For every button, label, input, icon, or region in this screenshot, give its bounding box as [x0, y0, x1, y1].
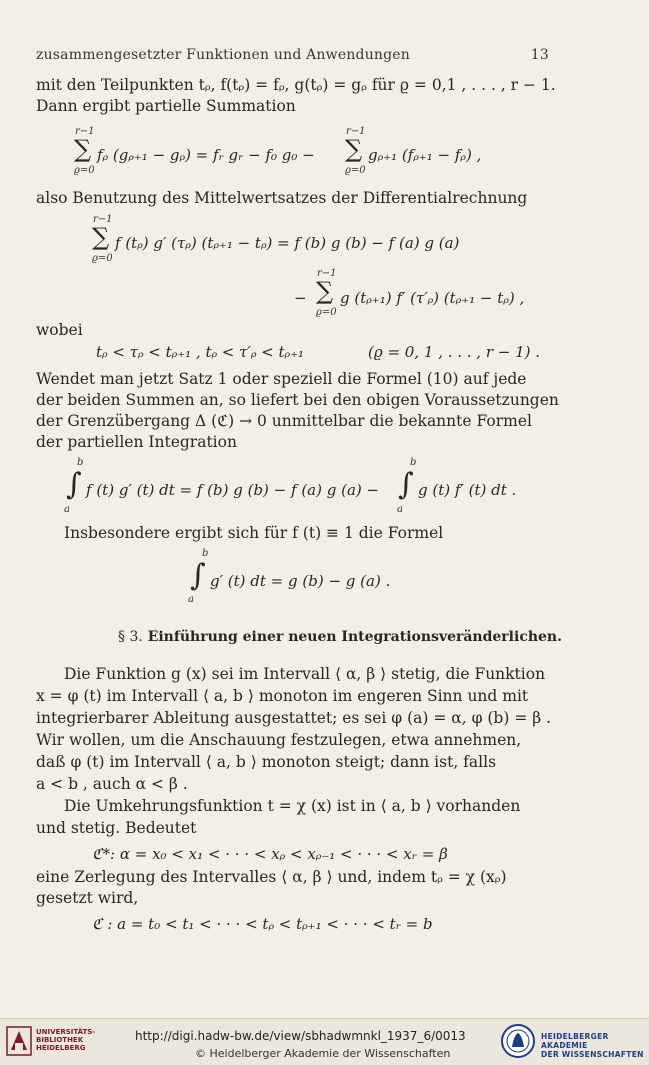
paragraph-line: Die Umkehrungsfunktion t = χ (x) ist in ⟨ a, b ⟩ vorhanden [64, 797, 521, 815]
paragraph-line: mit den Teilpunkten tᵨ, f(tᵨ) = fᵨ, g(tᵨ) = gᵨ für ϱ = 0,1 , . . . , r − 1. [36, 76, 556, 94]
page-number: 13 [530, 47, 549, 63]
university-library-logo-icon [6, 1026, 32, 1056]
integral-lower-limit: a [188, 594, 194, 605]
section-number: § 3. [118, 629, 143, 645]
paragraph-line: Wir wollen, um die Anschauung festzulegen, etwa annehmen, [36, 731, 522, 749]
paragraph-line: Die Funktion g (x) sei im Intervall ⟨ α, β ⟩ stetig, die Funktion [64, 665, 546, 683]
integral-lower-limit: a [397, 504, 403, 515]
paragraph-line: eine Zerlegung des Intervalles ⟨ α, β ⟩ und, indem tᵨ = χ (xᵨ) [36, 868, 507, 886]
academy-seal-icon [500, 1023, 536, 1059]
paragraph-line: x = φ (t) im Intervall ⟨ a, b ⟩ monoton im engeren Sinn und mit [36, 687, 529, 705]
sum-upper-limit: r−1 [93, 214, 113, 225]
integral-symbol: ∫ [398, 467, 414, 502]
summation-symbol: ∑ [92, 223, 110, 251]
minus-sign: − [294, 289, 307, 307]
summation-symbol: ∑ [74, 135, 92, 163]
equation-term: f (t) g′ (t) dt = f (b) g (b) − f (a) g (a) − [86, 481, 380, 499]
paragraph-line: daß φ (t) im Intervall ⟨ a, b ⟩ monoton steigt; dann ist, falls [36, 753, 497, 771]
sum-upper-limit: r−1 [317, 268, 337, 279]
paragraph-line: gesetzt wird, [36, 889, 139, 907]
running-title: zusammengesetzter Funktionen und Anwendungen [36, 47, 410, 63]
integral-lower-limit: a [64, 504, 70, 515]
viewer-footer [0, 1018, 649, 1065]
equation-term: g (tᵨ₊₁) f′ (τ′ᵨ) (tᵨ₊₁ − tᵨ) , [340, 289, 525, 307]
integral-symbol: ∫ [190, 558, 206, 593]
sum-upper-limit: r−1 [75, 126, 95, 137]
paragraph-line: der beiden Summen an, so liefert bei den obigen Voraussetzungen [36, 391, 559, 409]
sum-lower-limit: ϱ=0 [345, 165, 366, 176]
section-heading [118, 629, 562, 645]
summation-symbol: ∑ [345, 135, 363, 163]
equation-term: gᵨ₊₁ (fᵨ₊₁ − fᵨ) , [368, 146, 482, 164]
sum-lower-limit: ϱ=0 [74, 165, 95, 176]
integral-upper-limit: b [77, 457, 84, 468]
paragraph-line: Wendet man jetzt Satz 1 oder speziell die Formel (10) auf jede [36, 370, 527, 388]
summation-symbol: ∑ [316, 277, 334, 305]
paragraph-line: wobei [36, 321, 83, 339]
paragraph-line: integrierbarer Ableitung ausgestattet; es sei φ (a) = α, φ (b) = β . [36, 709, 552, 727]
paragraph-line: Insbesondere ergibt sich für f (t) ≡ 1 die Formel [64, 524, 444, 542]
copyright-notice: © Heidelberger Akademie der Wissenschaften [195, 1047, 451, 1060]
sum-lower-limit: ϱ=0 [92, 253, 113, 264]
integral-upper-limit: b [202, 548, 209, 559]
sum-lower-limit: ϱ=0 [316, 307, 337, 318]
paragraph-line: und stetig. Bedeutet [36, 819, 197, 837]
paragraph-line: also Benutzung des Mittelwertsatzes der Differentialrechnung [36, 189, 528, 207]
inequality-condition: tᵨ < τᵨ < tᵨ₊₁ , tᵨ < τ′ᵨ < tᵨ₊₁ [96, 343, 305, 361]
paragraph-line: a < b , auch α < β . [36, 775, 188, 793]
sum-upper-limit: r−1 [346, 126, 366, 137]
integral-symbol: ∫ [66, 467, 82, 502]
partition-x: ℭ*: α = x₀ < x₁ < · · · < xᵨ < xᵨ₋₁ < · · · < xᵣ = β [92, 845, 448, 863]
section-title: Einführung einer neuen Integrationsveränderlichen. [147, 629, 562, 645]
equation-term: fᵨ (gᵨ₊₁ − gᵨ) = fᵣ gᵣ − f₀ g₀ − [97, 146, 315, 164]
equation-term: g (t) f′ (t) dt . [418, 481, 517, 499]
integral-upper-limit: b [410, 457, 417, 468]
paragraph-line: Dann ergibt partielle Summation [36, 97, 296, 115]
university-library-name: UNIVERSITÄTS- BIBLIOTHEK HEIDELBERG [36, 1028, 96, 1052]
paragraph-line: der partiellen Integration [36, 433, 237, 451]
equation-term: f (tᵨ) g′ (τᵨ) (tᵨ₊₁ − tᵨ) = f (b) g (b) − f (a) g (a) [115, 234, 460, 252]
partition-t: ℭ : a = t₀ < t₁ < · · · < tᵨ < tᵨ₊₁ < · · · < tᵣ = b [92, 915, 433, 933]
paragraph-line: der Grenzübergang Δ (ℭ) → 0 unmittelbar die bekannte Formel [36, 412, 532, 430]
index-range: (ϱ = 0, 1 , . . . , r − 1) . [368, 343, 541, 361]
permalink[interactable]: http://digi.hadw-bw.de/view/sbhadwmnkl_1937_6/0013 [135, 1029, 466, 1043]
equation-term: g′ (t) dt = g (b) − g (a) . [210, 572, 391, 590]
academy-name: HEIDELBERGER AKADEMIE DER WISSENSCHAFTEN [541, 1032, 644, 1059]
